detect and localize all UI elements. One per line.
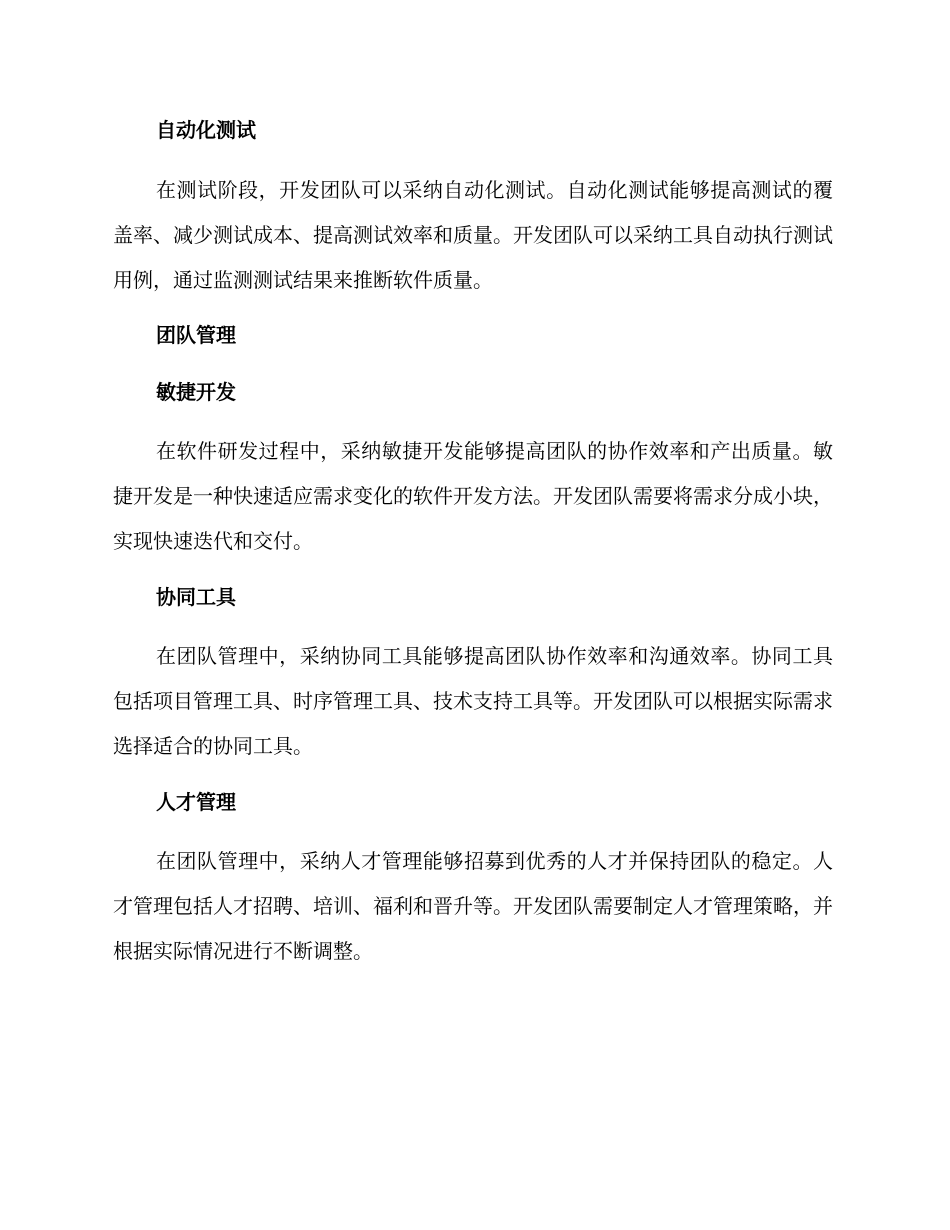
section-heading-collaboration-tools: 协同工具 xyxy=(156,585,236,609)
section-heading-agile-development: 敏捷开发 xyxy=(156,380,236,404)
document-body xyxy=(113,113,833,974)
section-paragraph-agile-development: 在软件研发过程中，采纳敏捷开发能够提高团队的协作效率和产出质量。敏捷开发是一种快速适应需求变化的软件开发方法。开发团队需要将需求分成小块，实现快速迭代和交付。 xyxy=(113,439,833,553)
section-paragraph-automated-testing: 在测试阶段，开发团队可以采纳自动化测试。自动化测试能够提高测试的覆盖率、减少测试成本、提高测试效率和质量。开发团队可以采纳工具自动执行测试用例，通过监测测试结果来推断软件质量。 xyxy=(113,178,833,292)
section-heading-automated-testing: 自动化测试 xyxy=(156,118,256,142)
section-paragraph-talent-management: 在团队管理中，采纳人才管理能够招募到优秀的人才并保持团队的稳定。人才管理包括人才招聘、培训、福利和晋升等。开发团队需要制定人才管理策略，并根据实际情况进行不断调整。 xyxy=(113,849,833,963)
section-heading-team-management: 团队管理 xyxy=(156,323,236,347)
section-heading-talent-management: 人才管理 xyxy=(156,790,236,814)
section-paragraph-collaboration-tools: 在团队管理中，采纳协同工具能够提高团队协作效率和沟通效率。协同工具包括项目管理工具、时序管理工具、技术支持工具等。开发团队可以根据实际需求选择适合的协同工具。 xyxy=(113,644,833,758)
